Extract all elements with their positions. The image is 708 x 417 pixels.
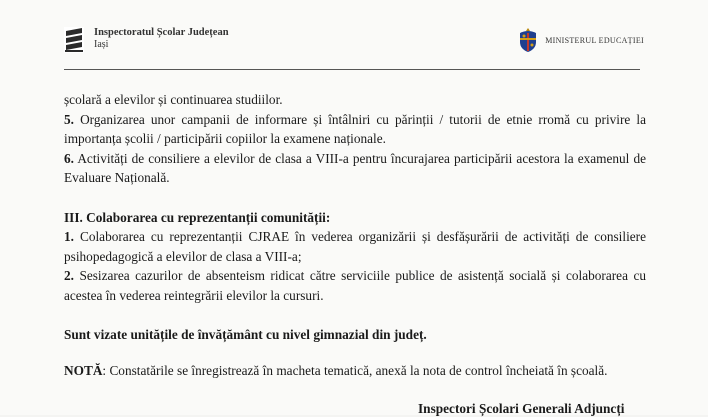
section3-item-2: 2. Sesizarea cazurilor de absenteism ridicat către serviciile publice de asistență socială și colaborarea cu acestea în vederea reintegrării elevilor la cursuri. bbox=[64, 268, 646, 303]
org-city: Iași bbox=[94, 39, 109, 50]
list-item-6: 6. Activități de consiliere a elevilor de clasa a VIII-a pentru încurajarea participării acestora la examenul de Evaluare Națională. bbox=[64, 150, 646, 185]
item-number: 6. bbox=[64, 150, 74, 166]
item-number: 2. bbox=[64, 268, 74, 283]
note-label: NOTĂ bbox=[64, 362, 103, 378]
header-left bbox=[64, 27, 229, 53]
note: NOTĂ: Constatările se înregistrează în macheta tematică, anexă la nota de control încheiată în școală. bbox=[64, 362, 608, 378]
header-right bbox=[517, 27, 644, 53]
isj-logo-icon bbox=[64, 27, 84, 53]
item-number: 1. bbox=[64, 229, 74, 244]
targeted-units: Sunt vizate unitățile de învățământ cu nivel gimnazial din județ. bbox=[64, 327, 427, 342]
section3-item-1: 1. Colaborarea cu reprezentanții CJRAE în vederea organizării și desfășurării de activități de consiliere psihopedagogică a elevilor de clasa a VIII-a; bbox=[64, 229, 646, 264]
item-number: 5. bbox=[64, 111, 74, 127]
list-item-5: 5. Organizarea unor campanii de informare și întâlniri cu părinții / tutorii de etnie rromă cu privire la importanța școlii / participării copiilor la examene naționale. bbox=[64, 111, 646, 146]
org-name: Inspectoratul Școlar Județean bbox=[94, 27, 229, 38]
paragraph-continuation: școlară a elevilor și continuarea studiilor. bbox=[64, 92, 283, 107]
header-divider bbox=[64, 69, 640, 70]
section-heading: III. Colaborarea cu reprezentanții comunității: bbox=[64, 209, 331, 225]
document-body bbox=[64, 90, 646, 380]
coat-of-arms-icon bbox=[517, 27, 539, 53]
signature-title: Inspectori Școlari Generali Adjuncți bbox=[418, 401, 625, 416]
ministry-name: MINISTERUL EDUCAȚIEI bbox=[545, 35, 644, 45]
